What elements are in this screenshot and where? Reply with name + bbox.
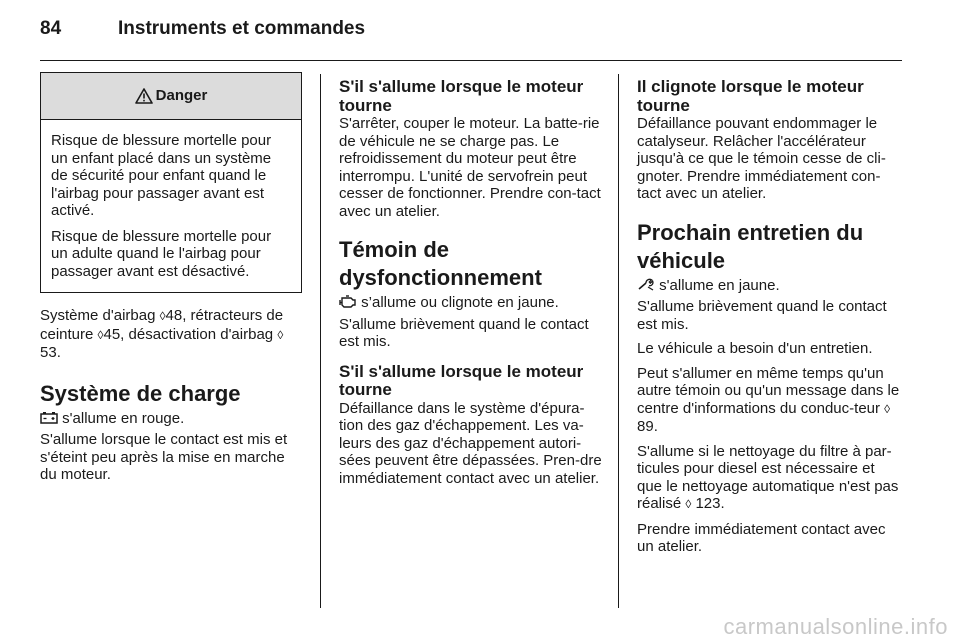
page-reference[interactable]: 53: [40, 344, 57, 361]
body-paragraph: [637, 365, 903, 436]
xref-text: , rétracteurs de ceinture: [40, 307, 284, 343]
body-paragraph: S'arrêter, couper le moteur. La batte-rie de véhicule ne se charge pas. Le refroidissement du moteur peut être interrompu. L'unité de servofrein peut cesser de fonctionner. Prendre con-tact avec un atelier.: [339, 115, 601, 220]
body-text: .: [720, 495, 725, 512]
danger-paragraph: Risque de blessure mortelle pour un enfant placé dans un système de sécurité pour enfant quand le l'airbag pour passager avant est activé.: [51, 132, 272, 219]
reference-arrow-icon: ◊: [159, 309, 166, 323]
section-title: Système de charge: [40, 380, 241, 406]
body-paragraph: S'allume lorsque le contact est mis et s'éteint peu après la mise en marche du moteur.: [40, 431, 288, 483]
body-text: S'allume si le nettoyage du filtre à par-ticules pour diesel est nécessaire et que le nettoyage automatique n'est pas réalisé: [637, 442, 899, 512]
column-middle: [339, 78, 603, 494]
reference-arrow-icon: ◊: [277, 327, 284, 342]
indicator-text: s'allume en rouge.: [58, 409, 185, 427]
body-text: Peut s'allumer en même temps qu'un autre témoin ou qu'un message dans le centre d'informations du conduc-teur: [637, 364, 900, 417]
warning-triangle-icon: [135, 88, 153, 104]
body-paragraph: [637, 443, 903, 514]
indicator-line: [339, 294, 603, 312]
page-reference[interactable]: 45: [103, 325, 121, 343]
reference-arrow-icon: ◊: [685, 497, 692, 511]
body-text: .: [653, 418, 658, 435]
subsection-title: Il clignote lorsque le moteur tourne: [637, 77, 864, 115]
column-right: [637, 78, 903, 563]
danger-box: [40, 72, 302, 293]
body-paragraph: Le véhicule a besoin d'un entretien.: [637, 340, 873, 357]
danger-paragraph: Risque de blessure mortelle pour un adulte quand le l'airbag pour passager avant est désactivé.: [51, 227, 272, 280]
xref-text: , désactivation d'airbag: [120, 325, 278, 343]
reference-arrow-icon: ◊: [884, 401, 891, 416]
reference-arrow-icon: ◊: [97, 327, 104, 342]
xref-text: .: [56, 344, 61, 361]
danger-header: [41, 73, 301, 120]
column-left: [40, 72, 302, 491]
page-title: Instruments et commandes: [118, 18, 366, 39]
indicator-text: s’allume ou clignote en jaune.: [357, 294, 559, 311]
section-title: Prochain entretien du véhicule: [637, 219, 864, 273]
engine-check-icon: [339, 295, 357, 308]
column-divider: [618, 74, 619, 608]
header-rule: [40, 60, 902, 61]
body-paragraph: Défaillance pouvant endommager le catalyseur. Relâcher l'accélérateur jusqu'à ce que le témoin cesse de cli-gnoter. Prendre immédiatement con-tact avec un atelier.: [637, 115, 886, 202]
watermark: carmanualsonline.info: [723, 614, 948, 639]
wrench-icon: [637, 278, 655, 291]
subsection-title: S'il s'allume lorsque le moteur tourne: [339, 361, 584, 399]
cross-reference-text: [40, 307, 302, 362]
page-number: 84: [40, 18, 62, 39]
column-divider: [320, 74, 321, 608]
body-paragraph: Prendre immédiatement contact avec un atelier.: [637, 520, 886, 555]
subsection-title: S'il s'allume lorsque le moteur tourne: [339, 77, 584, 115]
body-paragraph: S'allume brièvement quand le contact est mis.: [637, 298, 887, 333]
page-reference[interactable]: 89: [637, 418, 654, 435]
indicator-line: [40, 410, 302, 428]
xref-text: Système d'airbag: [40, 307, 160, 324]
indicator-text: s'allume en jaune.: [655, 276, 780, 294]
danger-title: Danger: [155, 87, 208, 105]
danger-body: [41, 120, 301, 292]
body-paragraph: Défaillance dans le système d'épura-tion des gaz d'échappement. Les va-leurs des gaz d'échappement autori-sées peuvent être dépassées. Pren-dre immédiatement contact avec un atelier.: [339, 399, 602, 487]
battery-icon: [40, 411, 58, 424]
indicator-line: [637, 277, 903, 295]
section-title: Témoin de dysfonctionnement: [339, 237, 542, 290]
page-reference[interactable]: 48: [165, 307, 183, 324]
body-paragraph: S'allume brièvement quand le contact est mis.: [339, 315, 589, 350]
page-reference[interactable]: 123: [695, 495, 721, 512]
